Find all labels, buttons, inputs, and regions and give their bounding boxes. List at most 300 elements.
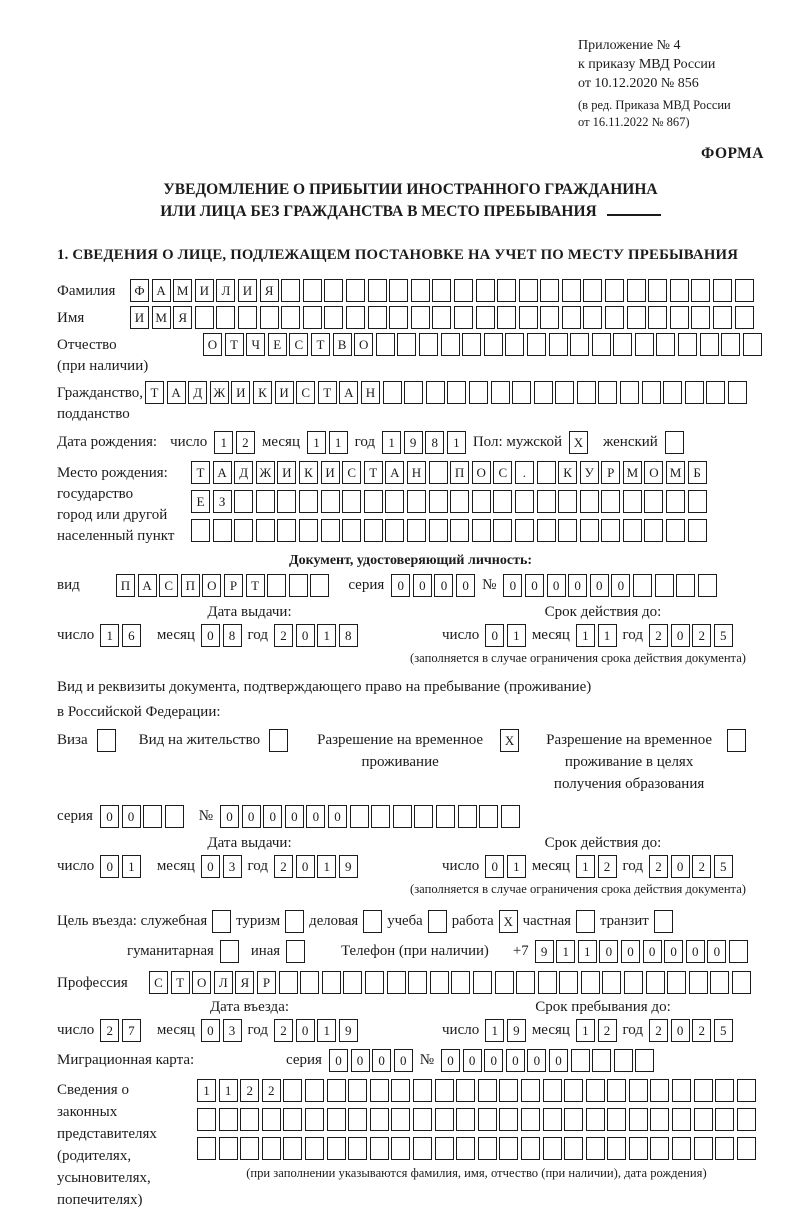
char-box xyxy=(710,971,729,994)
char-box xyxy=(592,1049,611,1072)
char-box xyxy=(728,381,747,404)
char-box xyxy=(688,519,707,542)
char-box xyxy=(602,971,621,994)
char-box xyxy=(743,333,762,356)
doc-issue-heading: Дата выдачи: xyxy=(207,604,292,620)
field-birth-place xyxy=(57,461,764,547)
char-box xyxy=(688,490,707,513)
char-box xyxy=(562,306,581,329)
char-box xyxy=(580,490,599,513)
sex-female-checkbox xyxy=(665,431,684,454)
char-box xyxy=(279,971,298,994)
char-box xyxy=(238,306,257,329)
char-box: К xyxy=(299,461,318,484)
char-box xyxy=(670,306,689,329)
char-box xyxy=(413,1079,432,1102)
char-box xyxy=(413,1137,432,1160)
char-box xyxy=(429,461,448,484)
char-box: С xyxy=(159,574,178,597)
stay-until-heading: Срок пребывания до: xyxy=(535,999,671,1015)
char-box xyxy=(462,333,481,356)
char-box xyxy=(543,1108,562,1131)
doc-issue-day-boxes xyxy=(100,624,141,647)
char-box xyxy=(633,574,652,597)
char-box xyxy=(644,519,663,542)
birth-place-rows xyxy=(191,461,707,542)
char-box: 0 xyxy=(686,940,705,963)
char-box xyxy=(543,1137,562,1160)
char-box xyxy=(691,306,710,329)
char-box: 2 xyxy=(240,1079,259,1102)
char-box: Т xyxy=(311,333,330,356)
char-box: 3 xyxy=(223,855,242,878)
char-box: Ч xyxy=(246,333,265,356)
char-box: Н xyxy=(407,461,426,484)
char-box: 0 xyxy=(372,1049,391,1072)
char-box: 0 xyxy=(220,805,239,828)
visit-purpose-row xyxy=(57,910,764,933)
char-box xyxy=(672,1137,691,1160)
char-box: 2 xyxy=(262,1079,281,1102)
char-box: Т xyxy=(145,381,164,404)
representatives-note: (при заполнении указываются фамилия, имя, отчество (при наличии), дата рождения) xyxy=(246,1166,707,1180)
char-box xyxy=(629,1137,648,1160)
char-box: Я xyxy=(235,971,254,994)
char-box xyxy=(715,1108,734,1131)
char-box: О xyxy=(203,333,222,356)
char-box: У xyxy=(580,461,599,484)
char-box xyxy=(667,971,686,994)
surname-label: Фамилия xyxy=(57,283,116,299)
char-box xyxy=(655,574,674,597)
char-box: 6 xyxy=(122,624,141,647)
char-box: 0 xyxy=(351,1049,370,1072)
char-box xyxy=(165,805,184,828)
char-box: 1 xyxy=(447,431,466,454)
char-box: 2 xyxy=(236,431,255,454)
char-box: 0 xyxy=(503,574,522,597)
representatives-row2-boxes xyxy=(197,1108,756,1131)
char-box xyxy=(499,1108,518,1131)
char-box: 0 xyxy=(296,624,315,647)
char-box xyxy=(666,490,685,513)
char-box xyxy=(376,333,395,356)
char-box xyxy=(321,490,340,513)
char-box xyxy=(629,1079,648,1102)
char-box xyxy=(419,333,438,356)
char-box xyxy=(735,279,754,302)
char-box xyxy=(607,1079,626,1102)
form-title-line1: УВЕДОМЛЕНИЕ О ПРИБЫТИИ ИНОСТРАННОГО ГРАЖДАНИНА xyxy=(163,181,658,198)
char-box: 1 xyxy=(100,624,119,647)
char-box: 2 xyxy=(598,1019,617,1042)
year-label: год xyxy=(354,434,376,450)
stay-until-day-boxes xyxy=(485,1019,526,1042)
char-box: 1 xyxy=(507,855,526,878)
char-box xyxy=(499,1079,518,1102)
char-box xyxy=(473,971,492,994)
permit-series-label: серия xyxy=(57,808,93,824)
citizenship-label: Гражданство, подданство xyxy=(57,385,144,422)
char-box xyxy=(650,1137,669,1160)
char-box: 0 xyxy=(485,855,504,878)
char-box xyxy=(614,1049,633,1072)
char-box xyxy=(694,1137,713,1160)
char-box xyxy=(414,805,433,828)
char-box: 0 xyxy=(547,574,566,597)
char-box xyxy=(715,1137,734,1160)
char-box: 0 xyxy=(328,805,347,828)
char-box: Р xyxy=(257,971,276,994)
char-box xyxy=(234,519,253,542)
temp-residence-education-checkbox xyxy=(727,729,746,752)
birth-place-row2-boxes xyxy=(191,490,707,513)
char-box xyxy=(607,1137,626,1160)
char-box: 1 xyxy=(214,431,233,454)
char-box: 0 xyxy=(394,1049,413,1072)
char-box xyxy=(348,1108,367,1131)
char-box: 9 xyxy=(404,431,423,454)
char-box: 1 xyxy=(556,940,575,963)
char-box: 0 xyxy=(413,574,432,597)
patronymic-boxes xyxy=(203,333,762,356)
representatives-block xyxy=(57,1079,764,1211)
char-box xyxy=(601,490,620,513)
doc-number-boxes xyxy=(503,574,716,597)
residence-doc-intro2: в Российской Федерации: xyxy=(57,704,221,720)
char-box: 0 xyxy=(100,805,119,828)
char-box: 9 xyxy=(339,1019,358,1042)
permit-series-boxes xyxy=(100,805,184,828)
char-box xyxy=(256,519,275,542)
char-box xyxy=(624,971,643,994)
char-box: И xyxy=(275,381,294,404)
migration-series-label: серия xyxy=(286,1052,322,1068)
temp-residence-label: Разрешение на временное проживание xyxy=(317,732,484,770)
char-box xyxy=(586,1137,605,1160)
doc-expiry-heading: Срок действия до: xyxy=(544,604,662,620)
month-label: месяц xyxy=(261,434,300,450)
char-box: М xyxy=(173,279,192,302)
appendix-revision xyxy=(578,97,764,131)
char-box: 0 xyxy=(621,940,640,963)
char-box xyxy=(429,490,448,513)
char-box: 5 xyxy=(714,1019,733,1042)
char-box xyxy=(737,1108,756,1131)
char-box xyxy=(564,1108,583,1131)
char-box xyxy=(289,574,308,597)
char-box xyxy=(515,519,534,542)
char-box xyxy=(262,1108,281,1131)
char-box xyxy=(549,333,568,356)
residence-permit-checkbox xyxy=(269,729,288,752)
char-box xyxy=(476,306,495,329)
char-box xyxy=(368,306,387,329)
stay-until-date: Срок пребывания до: число 1 9 месяц 1 2 год 2 0 2 5 xyxy=(442,998,764,1042)
doc-kind-label: вид xyxy=(57,577,80,593)
char-box xyxy=(676,574,695,597)
char-box xyxy=(519,279,538,302)
char-box xyxy=(613,333,632,356)
char-box: 0 xyxy=(485,624,504,647)
doc-expiry-day-boxes xyxy=(485,624,526,647)
visit-purpose-label: Цель въезда: служебная xyxy=(57,913,208,929)
char-box: 7 xyxy=(122,1019,141,1042)
permit-issue-date: Дата выдачи: число 0 1 месяц 0 3 год 2 0 1 9 xyxy=(57,834,442,878)
char-box: И xyxy=(238,279,257,302)
char-box: 9 xyxy=(507,1019,526,1042)
char-box xyxy=(540,279,559,302)
char-box: 0 xyxy=(100,855,119,878)
char-box xyxy=(715,1079,734,1102)
char-box: Я xyxy=(173,306,192,329)
char-box xyxy=(648,279,667,302)
char-box xyxy=(387,971,406,994)
char-box xyxy=(601,519,620,542)
char-box: 5 xyxy=(714,624,733,647)
char-box xyxy=(663,381,682,404)
permit-expiry-month-boxes xyxy=(576,855,617,878)
char-box: 0 xyxy=(296,855,315,878)
char-box xyxy=(364,519,383,542)
doc-expiry-month-boxes xyxy=(576,624,617,647)
char-box: П xyxy=(116,574,135,597)
char-box: 0 xyxy=(296,1019,315,1042)
purpose-other-label: иная xyxy=(250,943,281,959)
char-box xyxy=(562,279,581,302)
char-box xyxy=(435,1137,454,1160)
char-box xyxy=(670,279,689,302)
profession-label: Профессия xyxy=(57,975,128,991)
char-box: С xyxy=(149,971,168,994)
purpose-transit-label: транзит xyxy=(600,913,649,929)
doc-issue-month-boxes xyxy=(201,624,242,647)
char-box: 0 xyxy=(506,1049,525,1072)
char-box xyxy=(303,306,322,329)
char-box: . xyxy=(515,461,534,484)
char-box xyxy=(646,971,665,994)
char-box: 1 xyxy=(197,1079,216,1102)
stay-until-year-boxes xyxy=(649,1019,733,1042)
char-box: 0 xyxy=(671,624,690,647)
char-box: 0 xyxy=(441,1049,460,1072)
char-box xyxy=(580,519,599,542)
char-box xyxy=(411,306,430,329)
temp-residence-checkbox: X xyxy=(500,729,519,752)
doc-expiry-year-boxes xyxy=(649,624,733,647)
char-box xyxy=(305,1137,324,1160)
char-box xyxy=(516,971,535,994)
residence-doc-dates xyxy=(57,834,764,878)
char-box xyxy=(598,381,617,404)
char-box xyxy=(430,971,449,994)
char-box xyxy=(435,1108,454,1131)
char-box: 0 xyxy=(568,574,587,597)
char-box xyxy=(583,279,602,302)
char-box: О xyxy=(472,461,491,484)
birth-place-label: Место рождения: государство город или другой населенный пункт xyxy=(57,465,175,544)
char-box xyxy=(635,1049,654,1072)
char-box xyxy=(216,306,235,329)
char-box xyxy=(666,519,685,542)
char-box xyxy=(407,490,426,513)
char-box: Р xyxy=(601,461,620,484)
purpose-private-label: частная xyxy=(522,913,571,929)
char-box xyxy=(543,1079,562,1102)
char-box: Д xyxy=(234,461,253,484)
char-box: М xyxy=(623,461,642,484)
permit-issue-day-boxes xyxy=(100,855,141,878)
char-box: В xyxy=(333,333,352,356)
char-box: 0 xyxy=(484,1049,503,1072)
entry-year-boxes xyxy=(274,1019,358,1042)
field-citizenship xyxy=(57,381,764,425)
permit-expiry-day-boxes xyxy=(485,855,526,878)
char-box xyxy=(346,306,365,329)
char-box: О xyxy=(202,574,221,597)
sex-male-checkbox: X xyxy=(569,431,588,454)
char-box: 0 xyxy=(527,1049,546,1072)
permit-issue-heading: Дата выдачи: xyxy=(207,835,292,851)
char-box xyxy=(472,490,491,513)
char-box xyxy=(348,1137,367,1160)
purpose-work-label: работа xyxy=(451,913,494,929)
doc-issue-year-boxes xyxy=(274,624,358,647)
char-box xyxy=(458,805,477,828)
migration-number-label: № xyxy=(419,1052,435,1068)
char-box xyxy=(303,279,322,302)
char-box: П xyxy=(181,574,200,597)
char-box: 8 xyxy=(425,431,444,454)
char-box xyxy=(627,306,646,329)
char-box xyxy=(605,279,624,302)
char-box xyxy=(365,971,384,994)
char-box: А xyxy=(385,461,404,484)
profession-boxes xyxy=(149,971,751,994)
char-box xyxy=(672,1108,691,1131)
char-box xyxy=(537,490,556,513)
entry-dates xyxy=(57,998,764,1042)
char-box xyxy=(385,490,404,513)
char-box: 2 xyxy=(692,855,711,878)
char-box xyxy=(713,279,732,302)
char-box xyxy=(493,490,512,513)
char-box: 1 xyxy=(576,855,595,878)
char-box xyxy=(327,1137,346,1160)
char-box xyxy=(732,971,751,994)
char-box: И xyxy=(231,381,250,404)
visa-label: Виза xyxy=(57,732,88,748)
char-box xyxy=(267,574,286,597)
char-box xyxy=(305,1079,324,1102)
char-box: М xyxy=(152,306,171,329)
char-box: Н xyxy=(361,381,380,404)
char-box: К xyxy=(558,461,577,484)
char-box: 1 xyxy=(307,431,326,454)
permit-expiry-date: Срок действия до: число 0 1 месяц 1 2 год 2 0 2 5 xyxy=(442,834,764,878)
char-box: 0 xyxy=(611,574,630,597)
char-box: Е xyxy=(268,333,287,356)
char-box xyxy=(343,971,362,994)
char-box xyxy=(577,381,596,404)
char-box xyxy=(191,519,210,542)
permit-issue-month-boxes xyxy=(201,855,242,878)
char-box xyxy=(342,519,361,542)
char-box: О xyxy=(192,971,211,994)
char-box: 2 xyxy=(649,624,668,647)
form-label: ФОРМА xyxy=(700,145,764,162)
char-box: Д xyxy=(188,381,207,404)
char-box xyxy=(350,805,369,828)
field-patronymic xyxy=(57,333,764,377)
char-box xyxy=(635,333,654,356)
char-box: С xyxy=(289,333,308,356)
char-box xyxy=(521,1079,540,1102)
char-box xyxy=(501,805,520,828)
purpose-humanitarian-label: гуманитарная xyxy=(127,943,214,959)
sex-male-label: Пол: мужской xyxy=(472,434,562,450)
char-box xyxy=(491,381,510,404)
char-box xyxy=(515,490,534,513)
char-box xyxy=(700,333,719,356)
char-box xyxy=(429,519,448,542)
permit-issue-year-boxes xyxy=(274,855,358,878)
char-box xyxy=(713,306,732,329)
purpose-tourism-label: туризм xyxy=(236,913,281,929)
char-box xyxy=(348,1079,367,1102)
char-box: 1 xyxy=(598,624,617,647)
char-box: И xyxy=(195,279,214,302)
char-box xyxy=(694,1079,713,1102)
char-box xyxy=(411,279,430,302)
purpose-business-label: деловая xyxy=(309,913,359,929)
char-box xyxy=(370,1137,389,1160)
field-surname xyxy=(57,279,764,302)
purpose-humanitarian-checkbox xyxy=(220,940,239,963)
appendix-line: к приказу МВД России xyxy=(578,57,716,72)
permit-expiry-heading: Срок действия до: xyxy=(544,835,662,851)
char-box xyxy=(469,381,488,404)
char-box xyxy=(586,1108,605,1131)
char-box: 0 xyxy=(549,1049,568,1072)
char-box xyxy=(327,1108,346,1131)
char-box xyxy=(642,381,661,404)
char-box xyxy=(685,381,704,404)
stay-until-month-boxes xyxy=(576,1019,617,1042)
char-box xyxy=(436,805,455,828)
char-box xyxy=(456,1079,475,1102)
field-identity-doc xyxy=(57,574,764,597)
char-box xyxy=(570,333,589,356)
representatives-label: Сведения о законных представителях (родителях, усыновителях, попечителях) xyxy=(57,1082,157,1208)
char-box xyxy=(370,1079,389,1102)
char-box xyxy=(555,381,574,404)
char-box xyxy=(497,306,516,329)
char-box: 3 xyxy=(223,1019,242,1042)
char-box xyxy=(432,279,451,302)
form-title-line2: ИЛИ ЛИЦА БЕЗ ГРАЖДАНСТВА В МЕСТО ПРЕБЫВАНИЯ xyxy=(57,201,764,223)
char-box xyxy=(521,1137,540,1160)
permit-expiry-year-boxes xyxy=(649,855,733,878)
char-box: Т xyxy=(191,461,210,484)
char-box: 5 xyxy=(714,855,733,878)
char-box xyxy=(299,519,318,542)
char-box xyxy=(559,971,578,994)
char-box: 0 xyxy=(306,805,325,828)
char-box: Ж xyxy=(210,381,229,404)
char-box xyxy=(450,519,469,542)
char-box: 1 xyxy=(576,624,595,647)
